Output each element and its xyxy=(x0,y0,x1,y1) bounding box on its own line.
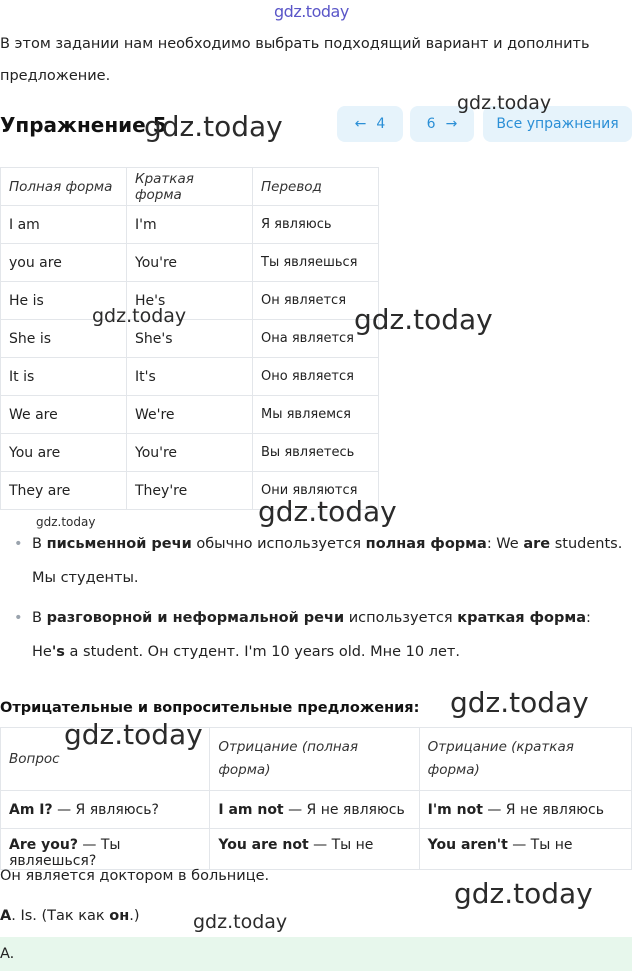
table-cell: I am xyxy=(1,206,127,244)
text-bold: разговорной и неформальной речи xyxy=(46,610,345,626)
watermark: gdz.today xyxy=(144,110,283,143)
next-exercise-label: 6 xyxy=(426,116,436,132)
table-header-cell: Краткая форма xyxy=(127,168,253,206)
table-row xyxy=(1,244,379,282)
table-cell xyxy=(1,791,210,829)
text-run: a student. Он студент. I'm 10 years old. Мне 10 лет. xyxy=(64,644,460,660)
table-cell: I'm xyxy=(127,206,253,244)
bullet-dot-icon: • xyxy=(14,610,23,626)
watermark: gdz.today xyxy=(354,303,493,336)
table-header-cell: Отрицание (полная форма) xyxy=(210,728,419,791)
forms-table xyxy=(0,167,379,510)
text-bold: Am I? xyxy=(9,801,53,818)
table-cell xyxy=(419,829,631,870)
table-row xyxy=(1,791,632,829)
table-cell xyxy=(1,829,210,870)
rules-list xyxy=(14,527,626,675)
table-header-cell: Отрицание (краткая форма) xyxy=(419,728,631,791)
table-header-row xyxy=(1,168,379,206)
table-cell: He's xyxy=(127,282,253,320)
table-cell: They're xyxy=(127,472,253,510)
bullet-dot-icon: • xyxy=(14,536,23,552)
text-bold: 's xyxy=(51,644,65,660)
text-bold: он xyxy=(109,908,130,924)
text-run: : We xyxy=(486,536,524,552)
table-row xyxy=(1,320,379,358)
table-cell: Они являются xyxy=(253,472,379,510)
table-cell: She's xyxy=(127,320,253,358)
table-row xyxy=(1,396,379,434)
text-bold: письменной речи xyxy=(46,536,192,552)
task-sentence: Он является доктором в больнице. xyxy=(0,868,270,884)
watermark: gdz.today xyxy=(454,877,593,910)
text-run: . Is. (Так как xyxy=(11,908,110,924)
table-cell: It is xyxy=(1,358,127,396)
table-cell xyxy=(210,829,419,870)
text-run: — Ты являешься? xyxy=(9,837,121,869)
watermark: gdz.today xyxy=(193,911,288,933)
text-run: обычно используется xyxy=(191,536,366,552)
text-bold: I'm not xyxy=(427,801,483,818)
text-run: — Ты не xyxy=(308,837,374,853)
watermark: gdz.today xyxy=(36,515,96,529)
list-item xyxy=(14,527,626,595)
exercise-title: Упражнение 5 xyxy=(0,113,167,137)
table-cell: We are xyxy=(1,396,127,434)
table-cell: Она является xyxy=(253,320,379,358)
table-cell: You're xyxy=(127,244,253,282)
table-cell: Ты являешься xyxy=(253,244,379,282)
text-run: .) xyxy=(129,908,140,924)
table-header-cell: Полная форма xyxy=(1,168,127,206)
table-cell: Вы являетесь xyxy=(253,434,379,472)
text-run: В xyxy=(32,610,47,626)
table-cell: You're xyxy=(127,434,253,472)
table-row xyxy=(1,282,379,320)
table-row xyxy=(1,829,632,870)
section-heading: Отрицательные и вопросительные предложения: xyxy=(0,700,420,716)
watermark: gdz.today xyxy=(258,495,397,528)
table-cell: She is xyxy=(1,320,127,358)
intro-text: В этом задании нам необходимо выбрать подходящий вариант и дополнить предложение. xyxy=(0,36,590,84)
table-cell: Оно является xyxy=(253,358,379,396)
table-cell: We're xyxy=(127,396,253,434)
table-row xyxy=(1,206,379,244)
table-cell: you are xyxy=(1,244,127,282)
watermark: gdz.today xyxy=(457,92,552,114)
table-header-cell: Перевод xyxy=(253,168,379,206)
text-bold: You aren't xyxy=(427,837,508,853)
text-run: В xyxy=(32,536,47,552)
list-item xyxy=(14,601,626,669)
table-cell: They are xyxy=(1,472,127,510)
table-row xyxy=(1,434,379,472)
text-bold: You are not xyxy=(218,837,309,853)
table-cell: It's xyxy=(127,358,253,396)
watermark: gdz.today xyxy=(64,718,203,751)
table-cell: Я являюсь xyxy=(253,206,379,244)
text-bold: are xyxy=(523,536,551,552)
text-run: — Я не являюсь xyxy=(482,801,604,818)
arrow-right-icon: → xyxy=(445,116,458,132)
text-bold: краткая форма xyxy=(457,610,587,626)
text-run: — Ты не xyxy=(507,837,573,853)
text-run: — Я не являюсь xyxy=(283,801,405,818)
text-bold: Are you? xyxy=(9,837,78,853)
table-header-cell: Вопрос xyxy=(1,728,210,791)
arrow-left-icon: ← xyxy=(354,116,367,132)
table-cell: He is xyxy=(1,282,127,320)
prev-exercise-button[interactable] xyxy=(337,106,403,142)
text-run: students. Мы студенты. xyxy=(32,536,623,586)
text-run: : He xyxy=(32,610,591,660)
watermark: gdz.today xyxy=(274,2,349,21)
watermark: gdz.today xyxy=(450,686,589,719)
text-bold: полная форма xyxy=(365,536,487,552)
text-run: — Я являюсь? xyxy=(52,801,159,818)
table-cell: Он является xyxy=(253,282,379,320)
all-exercises-button[interactable]: Все упражнения xyxy=(483,106,632,142)
answer-line xyxy=(0,908,140,924)
table-cell xyxy=(210,791,419,829)
text-bold: I am not xyxy=(218,801,284,818)
text-run: используется xyxy=(344,610,458,626)
prev-exercise-label: 4 xyxy=(376,116,386,132)
table-cell: Мы являемся xyxy=(253,396,379,434)
answer-highlight: A. xyxy=(0,937,632,971)
watermark: gdz.today xyxy=(92,305,187,327)
answer-letter: A xyxy=(0,908,12,924)
table-cell: You are xyxy=(1,434,127,472)
table-row xyxy=(1,358,379,396)
table-cell xyxy=(419,791,631,829)
